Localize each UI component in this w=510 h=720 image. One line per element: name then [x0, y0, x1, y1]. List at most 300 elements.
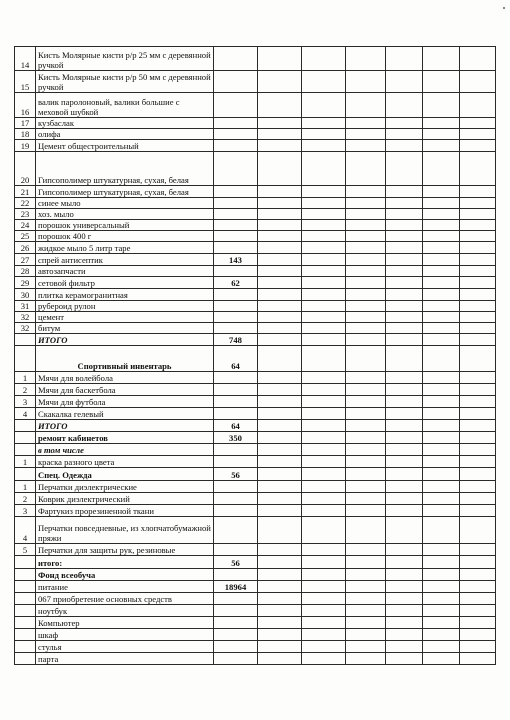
- empty-cell: [386, 396, 423, 408]
- empty-cell: [386, 408, 423, 420]
- item-name: плитка керамогранитная: [36, 289, 214, 301]
- item-name: Кисть Молярные кисти р/р 50 мм с деревянной ручкой: [36, 71, 214, 93]
- empty-cell: [423, 266, 460, 277]
- empty-cell: [386, 47, 423, 71]
- table-row: [15, 432, 496, 444]
- row-number: 18: [15, 129, 36, 140]
- item-amount: [214, 129, 258, 140]
- empty-cell: [460, 198, 496, 209]
- empty-cell: [460, 93, 496, 118]
- empty-cell: [258, 254, 302, 266]
- item-amount: 62: [214, 277, 258, 289]
- row-number: 31: [15, 301, 36, 312]
- empty-cell: [302, 323, 346, 334]
- empty-cell: [460, 334, 496, 346]
- row-number: [15, 629, 36, 641]
- empty-cell: [386, 346, 423, 372]
- empty-cell: [346, 544, 386, 556]
- empty-cell: [460, 444, 496, 456]
- empty-cell: [258, 71, 302, 93]
- empty-cell: [386, 140, 423, 152]
- empty-cell: [258, 346, 302, 372]
- item-amount: [214, 517, 258, 544]
- empty-cell: [258, 323, 302, 334]
- table-row: [15, 617, 496, 629]
- empty-cell: [302, 505, 346, 517]
- item-name: синее мыло: [36, 198, 214, 209]
- empty-cell: [346, 118, 386, 129]
- empty-cell: [460, 629, 496, 641]
- empty-cell: [386, 420, 423, 432]
- item-name: Перчатки диэлектрические: [36, 481, 214, 493]
- row-number: 1: [15, 456, 36, 468]
- item-amount: [214, 152, 258, 186]
- row-number: 5: [15, 544, 36, 556]
- empty-cell: [258, 408, 302, 420]
- empty-cell: [302, 198, 346, 209]
- empty-cell: [346, 556, 386, 569]
- empty-cell: [423, 323, 460, 334]
- table-body: [15, 47, 496, 665]
- empty-cell: [346, 198, 386, 209]
- empty-cell: [460, 569, 496, 581]
- empty-cell: [386, 481, 423, 493]
- empty-cell: [258, 209, 302, 220]
- item-amount: [214, 209, 258, 220]
- empty-cell: [460, 71, 496, 93]
- table-row: [15, 384, 496, 396]
- table-row: [15, 334, 496, 346]
- empty-cell: [423, 118, 460, 129]
- empty-cell: [302, 456, 346, 468]
- empty-cell: [346, 220, 386, 231]
- empty-cell: [302, 432, 346, 444]
- empty-cell: [460, 581, 496, 593]
- empty-cell: [386, 593, 423, 605]
- empty-cell: [346, 209, 386, 220]
- empty-cell: [302, 396, 346, 408]
- empty-cell: [302, 254, 346, 266]
- empty-cell: [386, 629, 423, 641]
- empty-cell: [423, 242, 460, 254]
- empty-cell: [346, 653, 386, 665]
- row-number: [15, 617, 36, 629]
- empty-cell: [460, 266, 496, 277]
- item-name: Цемент общестроительный: [36, 140, 214, 152]
- empty-cell: [346, 629, 386, 641]
- table-row: [15, 254, 496, 266]
- row-number: 21: [15, 186, 36, 198]
- table-row: [15, 408, 496, 420]
- empty-cell: [423, 420, 460, 432]
- item-amount: 748: [214, 334, 258, 346]
- empty-cell: [386, 129, 423, 140]
- empty-cell: [302, 468, 346, 481]
- table-row: [15, 505, 496, 517]
- item-name: цемент: [36, 312, 214, 323]
- empty-cell: [346, 505, 386, 517]
- empty-cell: [460, 593, 496, 605]
- item-amount: [214, 505, 258, 517]
- empty-cell: [423, 152, 460, 186]
- empty-cell: [346, 384, 386, 396]
- empty-cell: [386, 289, 423, 301]
- item-amount: [214, 593, 258, 605]
- empty-cell: [386, 372, 423, 384]
- empty-cell: [346, 323, 386, 334]
- table-row: [15, 220, 496, 231]
- empty-cell: [258, 266, 302, 277]
- empty-cell: [302, 346, 346, 372]
- empty-cell: [346, 277, 386, 289]
- table-row: [15, 47, 496, 71]
- empty-cell: [386, 444, 423, 456]
- empty-cell: [346, 593, 386, 605]
- table-row: [15, 420, 496, 432]
- empty-cell: [346, 408, 386, 420]
- row-number: [15, 556, 36, 569]
- empty-cell: [386, 71, 423, 93]
- item-amount: [214, 408, 258, 420]
- empty-cell: [302, 47, 346, 71]
- empty-cell: [258, 420, 302, 432]
- empty-cell: [460, 277, 496, 289]
- empty-cell: [460, 481, 496, 493]
- empty-cell: [423, 289, 460, 301]
- item-amount: [214, 605, 258, 617]
- empty-cell: [423, 346, 460, 372]
- scan-speck: [503, 7, 505, 9]
- empty-cell: [386, 277, 423, 289]
- table-row: [15, 312, 496, 323]
- empty-cell: [258, 277, 302, 289]
- empty-cell: [460, 517, 496, 544]
- item-amount: [214, 641, 258, 653]
- row-number: 29: [15, 277, 36, 289]
- row-number: 30: [15, 289, 36, 301]
- empty-cell: [258, 289, 302, 301]
- empty-cell: [258, 517, 302, 544]
- empty-cell: [346, 432, 386, 444]
- empty-cell: [302, 408, 346, 420]
- row-number: 14: [15, 47, 36, 71]
- row-number: [15, 346, 36, 372]
- empty-cell: [302, 617, 346, 629]
- empty-cell: [258, 93, 302, 118]
- table-row: [15, 301, 496, 312]
- empty-cell: [346, 605, 386, 617]
- empty-cell: [346, 493, 386, 505]
- item-name: сетовой фильтр: [36, 277, 214, 289]
- empty-cell: [302, 384, 346, 396]
- table-row: [15, 581, 496, 593]
- empty-cell: [386, 544, 423, 556]
- item-name: Перчатки для защиты рук, резиновые: [36, 544, 214, 556]
- empty-cell: [423, 396, 460, 408]
- empty-cell: [460, 220, 496, 231]
- empty-cell: [460, 544, 496, 556]
- table-row: [15, 186, 496, 198]
- empty-cell: [258, 653, 302, 665]
- empty-cell: [346, 346, 386, 372]
- empty-cell: [302, 312, 346, 323]
- table-row: [15, 653, 496, 665]
- item-amount: 143: [214, 254, 258, 266]
- row-number: 25: [15, 231, 36, 242]
- empty-cell: [460, 396, 496, 408]
- table-row: [15, 641, 496, 653]
- empty-cell: [346, 71, 386, 93]
- table-row: [15, 266, 496, 277]
- row-number: 16: [15, 93, 36, 118]
- empty-cell: [386, 641, 423, 653]
- empty-cell: [346, 569, 386, 581]
- empty-cell: [423, 629, 460, 641]
- row-number: 3: [15, 505, 36, 517]
- row-number: 22: [15, 198, 36, 209]
- empty-cell: [460, 605, 496, 617]
- empty-cell: [258, 456, 302, 468]
- row-number: 2: [15, 493, 36, 505]
- empty-cell: [302, 140, 346, 152]
- empty-cell: [386, 517, 423, 544]
- row-number: 17: [15, 118, 36, 129]
- table-row: [15, 198, 496, 209]
- item-name: спрей антисептик: [36, 254, 214, 266]
- empty-cell: [423, 556, 460, 569]
- table-row: [15, 629, 496, 641]
- empty-cell: [346, 641, 386, 653]
- empty-cell: [258, 432, 302, 444]
- empty-cell: [423, 505, 460, 517]
- row-number: [15, 468, 36, 481]
- table-row: [15, 231, 496, 242]
- empty-cell: [346, 334, 386, 346]
- row-number: [15, 420, 36, 432]
- empty-cell: [423, 254, 460, 266]
- item-amount: [214, 301, 258, 312]
- empty-cell: [346, 301, 386, 312]
- item-amount: [214, 93, 258, 118]
- empty-cell: [460, 254, 496, 266]
- empty-cell: [386, 231, 423, 242]
- empty-cell: [258, 47, 302, 71]
- empty-cell: [302, 581, 346, 593]
- empty-cell: [460, 468, 496, 481]
- empty-cell: [346, 468, 386, 481]
- row-number: 20: [15, 152, 36, 186]
- item-amount: 350: [214, 432, 258, 444]
- item-name: Гипсополимер штукатурная, сухая, белая: [36, 186, 214, 198]
- item-name: ноутбук: [36, 605, 214, 617]
- row-number: [15, 432, 36, 444]
- empty-cell: [460, 653, 496, 665]
- empty-cell: [423, 334, 460, 346]
- item-name: олифа: [36, 129, 214, 140]
- budget-table: [14, 46, 496, 665]
- item-amount: [214, 396, 258, 408]
- item-name: битум: [36, 323, 214, 334]
- empty-cell: [423, 468, 460, 481]
- empty-cell: [302, 71, 346, 93]
- item-amount: [214, 372, 258, 384]
- empty-cell: [258, 372, 302, 384]
- empty-cell: [258, 198, 302, 209]
- empty-cell: [460, 289, 496, 301]
- empty-cell: [302, 289, 346, 301]
- empty-cell: [346, 186, 386, 198]
- empty-cell: [386, 312, 423, 323]
- row-number: 26: [15, 242, 36, 254]
- table-row: [15, 517, 496, 544]
- item-amount: [214, 231, 258, 242]
- empty-cell: [258, 617, 302, 629]
- empty-cell: [258, 396, 302, 408]
- empty-cell: [423, 456, 460, 468]
- item-name: ремонт кабинетов: [36, 432, 214, 444]
- empty-cell: [460, 323, 496, 334]
- table-row: [15, 493, 496, 505]
- empty-cell: [460, 152, 496, 186]
- table-row: [15, 129, 496, 140]
- empty-cell: [423, 569, 460, 581]
- empty-cell: [302, 372, 346, 384]
- empty-cell: [258, 118, 302, 129]
- empty-cell: [460, 186, 496, 198]
- empty-cell: [346, 372, 386, 384]
- empty-cell: [460, 312, 496, 323]
- item-name: Фонд всеобуча: [36, 569, 214, 581]
- table-row: [15, 118, 496, 129]
- row-number: 28: [15, 266, 36, 277]
- empty-cell: [460, 556, 496, 569]
- table-row: [15, 605, 496, 617]
- empty-cell: [302, 231, 346, 242]
- empty-cell: [258, 641, 302, 653]
- empty-cell: [386, 384, 423, 396]
- empty-cell: [346, 420, 386, 432]
- empty-cell: [346, 617, 386, 629]
- empty-cell: [302, 493, 346, 505]
- empty-cell: [460, 384, 496, 396]
- empty-cell: [258, 140, 302, 152]
- empty-cell: [302, 517, 346, 544]
- empty-cell: [258, 593, 302, 605]
- empty-cell: [346, 266, 386, 277]
- empty-cell: [460, 493, 496, 505]
- item-amount: [214, 569, 258, 581]
- item-name: Скакалка гелевый: [36, 408, 214, 420]
- row-number: 4: [15, 408, 36, 420]
- item-name: стулья: [36, 641, 214, 653]
- item-amount: [214, 198, 258, 209]
- empty-cell: [423, 493, 460, 505]
- empty-cell: [302, 118, 346, 129]
- item-name: Гипсополимер штукатурная, сухая, белая: [36, 152, 214, 186]
- empty-cell: [423, 93, 460, 118]
- item-name: рубероид рулон: [36, 301, 214, 312]
- empty-cell: [386, 93, 423, 118]
- item-name: Мячи для футбола: [36, 396, 214, 408]
- empty-cell: [346, 152, 386, 186]
- empty-cell: [302, 544, 346, 556]
- empty-cell: [258, 505, 302, 517]
- empty-cell: [386, 581, 423, 593]
- item-name: Мячи для волейбола: [36, 372, 214, 384]
- empty-cell: [258, 581, 302, 593]
- empty-cell: [460, 456, 496, 468]
- item-name: Перчатки повседневные, из хлопчатобумажной пряжи: [36, 517, 214, 544]
- empty-cell: [346, 231, 386, 242]
- empty-cell: [423, 140, 460, 152]
- row-number: 15: [15, 71, 36, 93]
- item-name: кузбаслак: [36, 118, 214, 129]
- empty-cell: [302, 152, 346, 186]
- item-name: порошок универсальный: [36, 220, 214, 231]
- item-amount: [214, 266, 258, 277]
- empty-cell: [460, 231, 496, 242]
- item-amount: [214, 481, 258, 493]
- empty-cell: [423, 198, 460, 209]
- row-number: [15, 605, 36, 617]
- empty-cell: [302, 420, 346, 432]
- item-amount: [214, 444, 258, 456]
- empty-cell: [423, 186, 460, 198]
- item-amount: [214, 242, 258, 254]
- item-amount: [214, 71, 258, 93]
- empty-cell: [258, 468, 302, 481]
- empty-cell: [302, 444, 346, 456]
- empty-cell: [386, 301, 423, 312]
- table-row: [15, 71, 496, 93]
- empty-cell: [423, 277, 460, 289]
- table-row: [15, 346, 496, 372]
- table-row: [15, 396, 496, 408]
- empty-cell: [258, 444, 302, 456]
- item-amount: 56: [214, 468, 258, 481]
- item-name: Компьютер: [36, 617, 214, 629]
- empty-cell: [258, 312, 302, 323]
- empty-cell: [302, 569, 346, 581]
- empty-cell: [346, 444, 386, 456]
- empty-cell: [386, 505, 423, 517]
- empty-cell: [460, 617, 496, 629]
- empty-cell: [346, 242, 386, 254]
- empty-cell: [460, 641, 496, 653]
- empty-cell: [423, 617, 460, 629]
- empty-cell: [346, 581, 386, 593]
- item-name: краска разного цвета: [36, 456, 214, 468]
- item-name: Спортивный инвентарь: [36, 346, 214, 372]
- empty-cell: [302, 334, 346, 346]
- empty-cell: [423, 384, 460, 396]
- empty-cell: [258, 152, 302, 186]
- item-amount: [214, 312, 258, 323]
- row-number: 23: [15, 209, 36, 220]
- table-row: [15, 444, 496, 456]
- empty-cell: [386, 266, 423, 277]
- empty-cell: [302, 301, 346, 312]
- empty-cell: [258, 605, 302, 617]
- row-number: 27: [15, 254, 36, 266]
- empty-cell: [386, 605, 423, 617]
- item-amount: [214, 653, 258, 665]
- table-row: [15, 556, 496, 569]
- item-amount: [214, 220, 258, 231]
- empty-cell: [386, 617, 423, 629]
- empty-cell: [460, 505, 496, 517]
- row-number: 1: [15, 481, 36, 493]
